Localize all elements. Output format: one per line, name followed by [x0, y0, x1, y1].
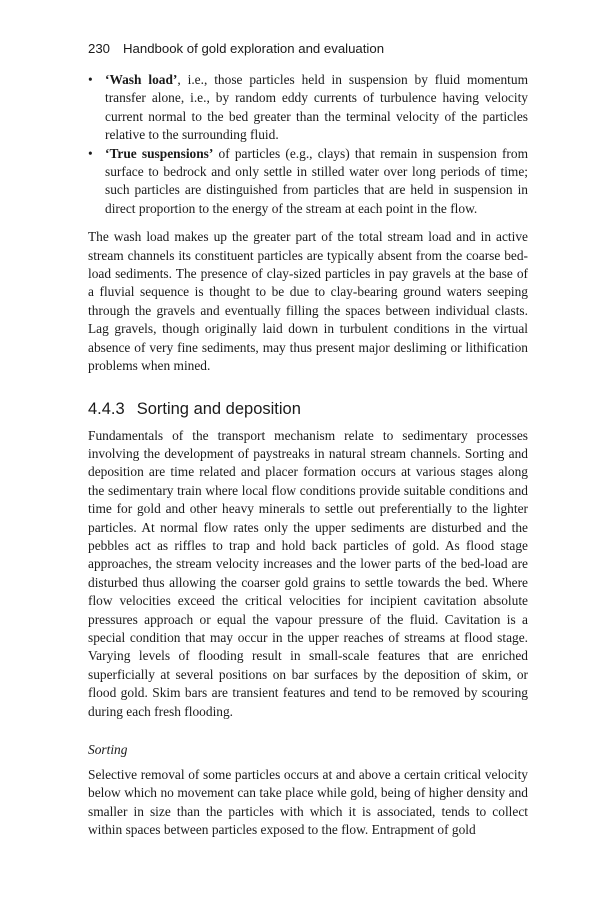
- page: [88, 40, 528, 840]
- paragraph-sorting: Selective removal of some particles occurs at and above a certain critical velocity below which no movement can take place while gold, being of higher density and smaller in size than the particles with which it is associated, tends to collect within spaces between particles exposed to the flow. Entrapment of gold: [88, 767, 528, 838]
- bullet-icon: •: [88, 145, 93, 161]
- bullet-item-wash-load: [88, 71, 528, 145]
- bullet-text: of particles (e.g., clays) that remain in suspension from surface to bedrock and only settle in stilled water over long periods of time; such particles are distinguished from particles that are held in suspension in direct proportion to the energy of the stream at each point in the flow.: [105, 145, 528, 216]
- page-number: 230: [88, 41, 111, 56]
- bullet-term: ‘Wash load’: [105, 72, 178, 87]
- section-number: 4.4.3: [88, 399, 125, 418]
- bullet-text: , i.e., those particles held in suspension by fluid momentum transfer alone, i.e., by random eddy currents of turbulence having velocity current normal to the bed greater than the terminal velocity of the particles relative to the surrounding fluid.: [105, 72, 528, 143]
- bullet-term: ‘True suspensions’: [105, 145, 214, 161]
- bullet-icon: •: [88, 72, 93, 87]
- running-head: [88, 40, 528, 58]
- book-title: Handbook of gold exploration and evaluation: [123, 41, 385, 56]
- paragraph-sorting-deposition: Fundamentals of the transport mechanism relate to sedimentary processes involving the development of paystreaks in natural stream channels. Sorting and deposition are time related and placer formation occurs at various stages along the sedimentary train where local flow conditions provide suitable conditions and time for gold and other heavy minerals to settle out preferentially to the lighter particles. At normal flow rates only the upper sediments are disturbed and the pebbles act as riffles to trap and hold back particles of gold. As flood stage approaches, the stream velocity increases and the lower parts of the bed-load are disturbed thus allowing the coarser gold grains to settle towards the bed. Where flow velocities exceed the critical velocities for incipient cavitation absolute pressures approach or equal the vapour pressure of the fluid. Cavitation is a special condition that may occur in the upper reaches of streams at flood stage. Varying levels of flooding result in small-scale features that are enriched superficially at several positions on bar surfaces by the deposition of skim, or flood gold. Skim bars are transient features and tend to be removed by scouring during each fresh flooding.: [88, 427, 528, 719]
- section-heading: [88, 398, 528, 420]
- subsection-heading: Sorting: [88, 742, 128, 757]
- body-text: [88, 71, 528, 840]
- bullet-list: [88, 71, 528, 218]
- bullet-item-true-suspensions: [88, 145, 528, 219]
- section-title: Sorting and deposition: [136, 399, 301, 418]
- paragraph-wash-load: The wash load makes up the greater part of the total stream load and in active stream channels its constituent particles are typically absent from the coarse bed-load sediments. The presence of clay-sized particles in pay gravels at the base of a fluvial sequence is thought to be due to clay-bearing ground waters seeping through the gravels and eventually filling the spaces between individual clasts. Lag gravels, though originally laid down in turbulent conditions in the virtual absence of very fine sediments, may thus present major desliming or lithification problems when mined.: [88, 229, 528, 374]
